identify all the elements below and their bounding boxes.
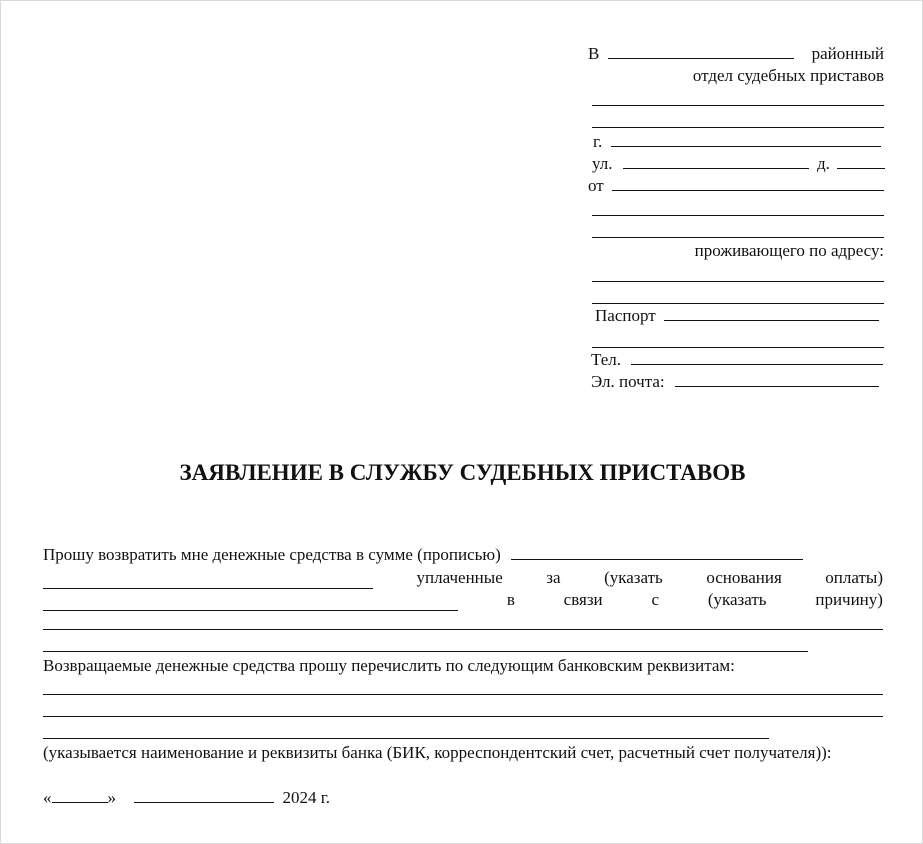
day-field[interactable] bbox=[52, 787, 108, 803]
amount-line bbox=[43, 544, 883, 566]
city-prefix: г. bbox=[593, 132, 603, 151]
email-line bbox=[591, 372, 884, 392]
amount-request-text: Прошу возвратить мне денежные средства в сумме (прописью) bbox=[43, 545, 501, 564]
email-label: Эл. почта: bbox=[591, 372, 665, 391]
residing-label: проживающего по адресу: bbox=[694, 241, 884, 260]
reason-field-1[interactable] bbox=[43, 629, 883, 630]
payment-basis-line bbox=[43, 567, 883, 589]
department-label: отдел судебных приставов bbox=[692, 66, 884, 85]
reason-line bbox=[43, 589, 883, 611]
word: за bbox=[546, 568, 561, 587]
date-year: 2024 г. bbox=[282, 788, 331, 807]
passport-line bbox=[595, 306, 884, 326]
date-close-quote: » bbox=[107, 788, 116, 807]
from-line bbox=[588, 176, 884, 196]
bank-details-field-2[interactable] bbox=[43, 716, 883, 717]
phone-label: Тел. bbox=[591, 350, 622, 369]
addressee-line bbox=[588, 44, 884, 64]
bank-details-field-3[interactable] bbox=[43, 738, 769, 739]
date-open-quote: « bbox=[43, 788, 52, 807]
reason-field-2[interactable] bbox=[43, 651, 808, 652]
payment-basis-field[interactable] bbox=[43, 595, 458, 611]
document-title: ЗАЯВЛЕНИЕ В СЛУЖБУ СУДЕБНЫХ ПРИСТАВОВ bbox=[179, 460, 746, 485]
street-prefix: ул. bbox=[592, 154, 613, 173]
street-field[interactable] bbox=[623, 154, 809, 169]
word: уплаченные bbox=[416, 568, 503, 587]
word: (указать bbox=[604, 568, 663, 587]
district-word: районный bbox=[811, 44, 884, 63]
passport-label: Паспорт bbox=[595, 306, 656, 325]
word: связи bbox=[563, 590, 603, 609]
bank-request-text: Возвращаемые денежные средства прошу перечислить по следующим банковским реквизитам: bbox=[43, 656, 735, 675]
department-blank-1[interactable] bbox=[592, 105, 884, 106]
word: (указать bbox=[707, 590, 767, 609]
amount-field[interactable] bbox=[511, 544, 803, 560]
word: основания bbox=[706, 568, 782, 587]
month-field[interactable] bbox=[134, 787, 274, 803]
bank-details-field-1[interactable] bbox=[43, 694, 883, 695]
address-blank-1[interactable] bbox=[592, 281, 884, 282]
word: оплаты) bbox=[825, 568, 883, 587]
city-line bbox=[593, 132, 884, 152]
phone-line bbox=[591, 350, 884, 370]
amount-continuation-field[interactable] bbox=[43, 573, 373, 589]
word: причину) bbox=[815, 590, 883, 609]
date-line bbox=[43, 787, 883, 809]
house-field[interactable] bbox=[837, 154, 885, 169]
from-field[interactable] bbox=[612, 176, 884, 191]
address-blank-2[interactable] bbox=[592, 303, 884, 304]
word: в bbox=[506, 590, 515, 609]
district-field[interactable] bbox=[608, 44, 794, 59]
email-field[interactable] bbox=[675, 372, 879, 387]
city-field[interactable] bbox=[611, 132, 881, 147]
street-line bbox=[592, 154, 884, 174]
department-blank-2[interactable] bbox=[592, 127, 884, 128]
to-prefix: В bbox=[588, 44, 600, 63]
passport-blank[interactable] bbox=[592, 347, 884, 348]
bank-note: (указывается наименование и реквизиты банка (БИК, корреспондентский счет, расчетный счет получателя)): bbox=[43, 743, 832, 762]
from-prefix: от bbox=[588, 176, 604, 195]
passport-field[interactable] bbox=[664, 306, 879, 321]
phone-field[interactable] bbox=[631, 350, 883, 365]
from-blank-1[interactable] bbox=[592, 215, 884, 216]
house-prefix: д. bbox=[817, 154, 830, 173]
word: с bbox=[651, 590, 659, 609]
from-blank-2[interactable] bbox=[592, 237, 884, 238]
